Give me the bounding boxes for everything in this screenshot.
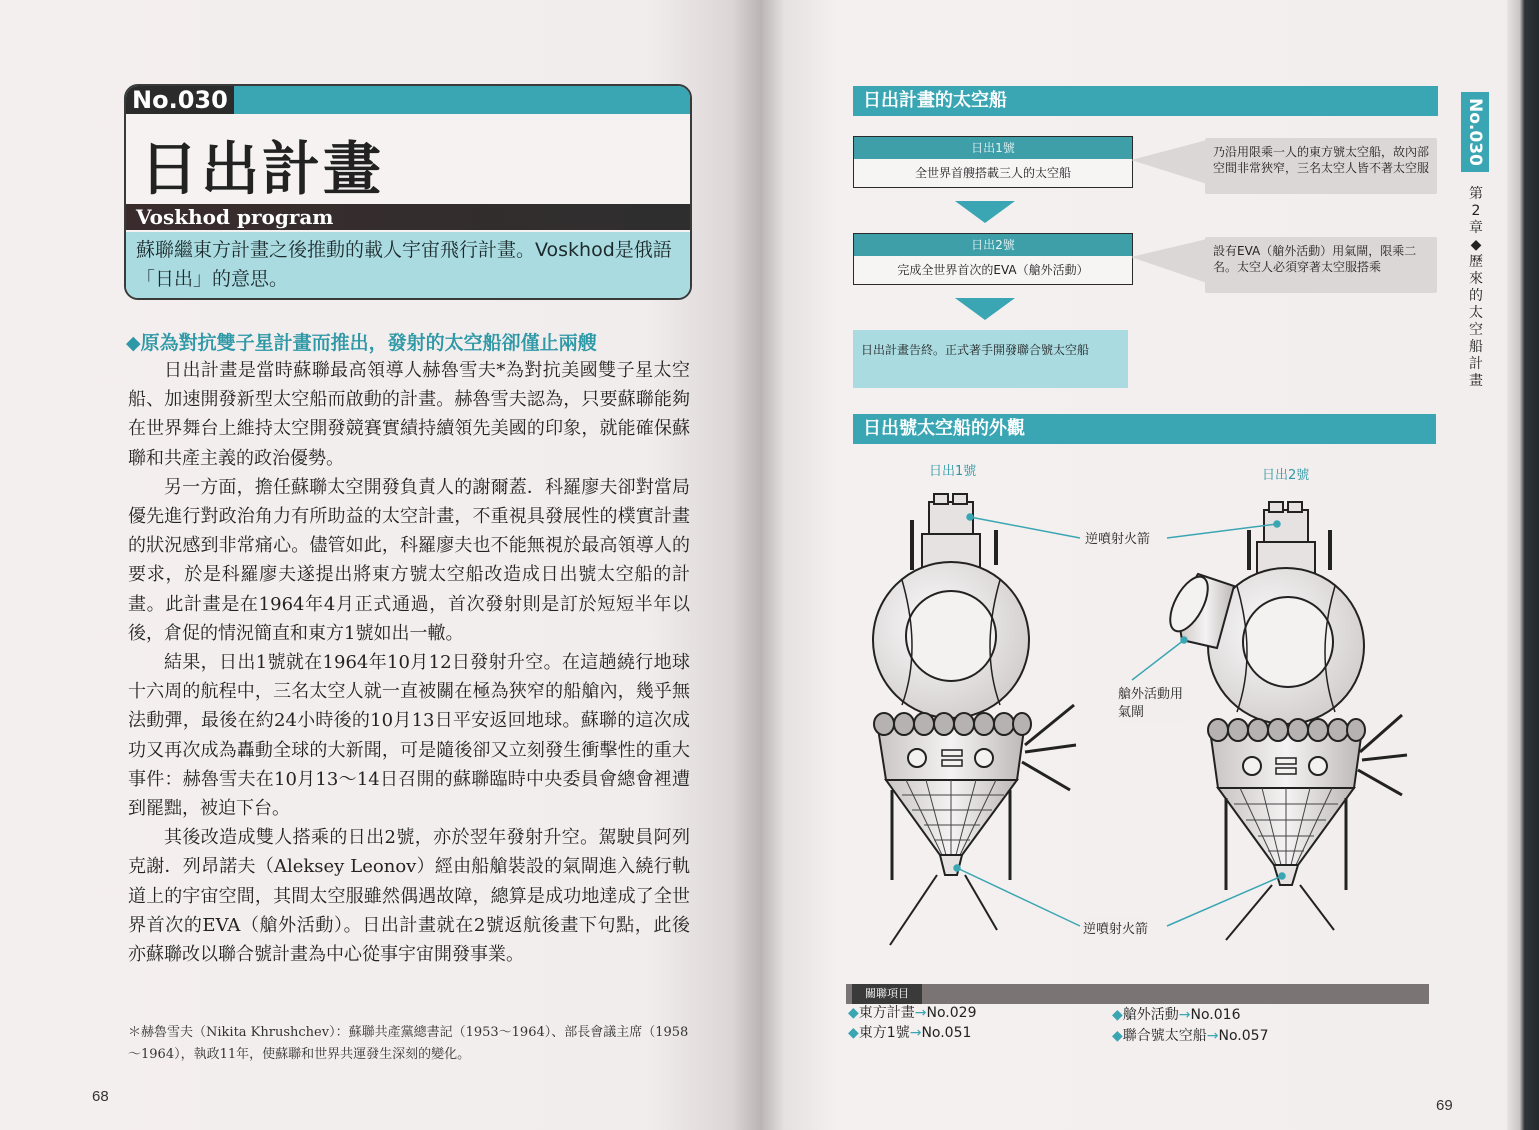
section-bar-spacecraft: [853, 86, 1438, 116]
section-bar-appearance: [853, 414, 1436, 444]
paragraph: 日出計畫是當時蘇聯最高領導人赫魯雪夫*為對抗美國雙子星太空船、加速開發新型太空船而啟動的計畫。赫魯雪夫認為，只要蘇聯能夠在世界舞台上維持太空開發競賽實績持續領先美國的印象，就能確保蘇聯和共產主義的政治優勢。: [128, 360, 690, 469]
section-title: 日出號太空船的外觀: [863, 418, 1025, 439]
english-title: Voskhod program: [136, 205, 334, 229]
flow-box-title: 日出2號: [854, 234, 1132, 256]
related-link-vostok-program[interactable]: ◆東方計畫→No.029: [848, 1005, 977, 1021]
flow-end-box: 日出計畫告終。正式著手開發聯合號太空船: [853, 330, 1128, 388]
spacecraft-illustration: [862, 490, 1422, 960]
arrow-right-icon: →: [909, 1025, 922, 1041]
ship1-label: 日出1號: [929, 464, 977, 479]
section-title: 日出計畫的太空船: [863, 90, 1007, 111]
arrow-right-icon: →: [1178, 1007, 1191, 1023]
side-chapter: 第2章◆歷來的太空船計畫: [1469, 186, 1483, 389]
paragraph: 另一方面，擔任蘇聯太空開發負責人的謝爾蓋．科羅廖夫卻對當局優先進行對政治角力有所助益的太空計畫，不重視具發展性的樸實計畫的狀況感到非常痛心。儘管如此，科羅廖夫也不能無視於最高領導人的要求，於是科羅廖夫遂提出將東方號太空船改造成日出號太空船的計畫。此計畫是在1964年4月正式通過，首次發射則是訂於短短半年以後，倉促的情況簡直和東方1號如出一轍。: [128, 476, 690, 644]
diamond-icon: ◆: [1112, 1007, 1123, 1023]
note-box-voskhod2: 設有EVA（艙外活動）用氣閘，限乘二名。太空人必須穿著太空服搭乘: [1205, 237, 1437, 293]
diamond-icon: ◆: [126, 332, 141, 354]
footnote: ＊赫魯雪夫（Nikita Khrushchev）：蘇聯共產黨總書記（1953～1964）、部長會議主席（1958～1964），執政11年，使蘇聯和世界共運發生深刻的變化。: [128, 1025, 689, 1062]
summary-box: [126, 232, 690, 298]
callout-pointer: [1131, 233, 1207, 289]
related-link-vostok1[interactable]: ◆東方1號→No.051: [848, 1025, 972, 1041]
flow-box-desc: 完成全世界首次的EVA（艙外活動）: [897, 263, 1089, 277]
related-link-soyuz[interactable]: ◆聯合號太空船→No.057: [1112, 1028, 1269, 1044]
callout-airlock: 艙外活動用氣閘: [1118, 686, 1190, 722]
side-number: No.030: [1465, 98, 1485, 166]
paragraph: 其後改造成雙人搭乘的日出2號，亦於翌年發射升空。駕駛員阿列克謝．列昂諾夫（Aleksey Leonov）經由船艙裝設的氣閘進入繞行軌道上的宇宙空間，其間太空服雖然偶遇故障，總算是成功地達成了全世界首次的EVA（艙外活動）。日出計畫就在2號返航後畫下句點，此後亦蘇聯改以聯合號計畫為中心從事宇宙開發事業。: [128, 827, 690, 966]
page-title: 日出計畫: [140, 135, 385, 203]
callout-pointer: [1131, 136, 1207, 190]
callout-retro-rocket-top: 逆噴射火箭: [1085, 528, 1150, 547]
page-number-right: 69: [1436, 1097, 1453, 1114]
subheading-text: 原為對抗雙子星計畫而推出，發射的太空船卻僅止兩艘: [140, 332, 597, 354]
diamond-icon: ◆: [1112, 1028, 1123, 1044]
note-box-voskhod1: 乃沿用限乘一人的東方號太空船，故內部空間非常狹窄，三名太空人皆不著太空服: [1205, 138, 1437, 194]
summary-text: 蘇聯繼東方計畫之後推動的載人宇宙飛行計畫。Voskhod是俄語「日出」的意思。: [136, 239, 672, 290]
related-bar: [846, 984, 1429, 1004]
arrow-down-icon: [955, 201, 1015, 223]
voskhod1-drawing: [873, 494, 1076, 945]
callout-retro-rocket-bottom: 逆噴射火箭: [1083, 918, 1148, 937]
diamond-icon: ◆: [848, 1025, 859, 1041]
related-link-eva[interactable]: ◆艙外活動→No.016: [1112, 1007, 1241, 1023]
english-title-bar: [126, 204, 690, 230]
left-page: [0, 0, 762, 1130]
paragraph: 結果，日出1號就在1964年10月12日發射升空。在這趟繞行地球十六周的航程中，三名太空人就一直被關在極為狹窄的船艙內，幾乎無法動彈，最後在約24小時後的10月13日平安返回地球。蘇聯的這次成功又再次成為轟動全球的大新聞，可是隨後卻又立刻發生衝擊性的重大事件：赫魯雪夫在10月13～14日召開的蘇聯臨時中央委員會總會裡遭到罷黜，被迫下台。: [128, 652, 690, 820]
flow-box-voskhod2: [853, 233, 1133, 285]
book-edge: [1507, 0, 1539, 1130]
subheading: [126, 328, 597, 355]
flow-box-title: 日出1號: [854, 137, 1132, 159]
side-tab: [1461, 92, 1489, 172]
flow-box-voskhod1: [853, 136, 1133, 188]
diamond-icon: ◆: [848, 1005, 859, 1021]
title-box: [124, 84, 692, 300]
related-title: 關聯項目: [852, 984, 922, 1004]
arrow-right-icon: →: [1206, 1028, 1219, 1044]
page-number-left: 68: [92, 1088, 109, 1105]
ship2-label: 日出2號: [1262, 468, 1310, 483]
body-text: [128, 356, 690, 969]
number-bar: [126, 86, 690, 114]
item-number: No.030: [126, 86, 234, 114]
arrow-right-icon: →: [914, 1005, 927, 1021]
flow-box-desc: 全世界首艘搭載三人的太空船: [914, 166, 1071, 180]
arrow-down-icon: [955, 298, 1015, 320]
